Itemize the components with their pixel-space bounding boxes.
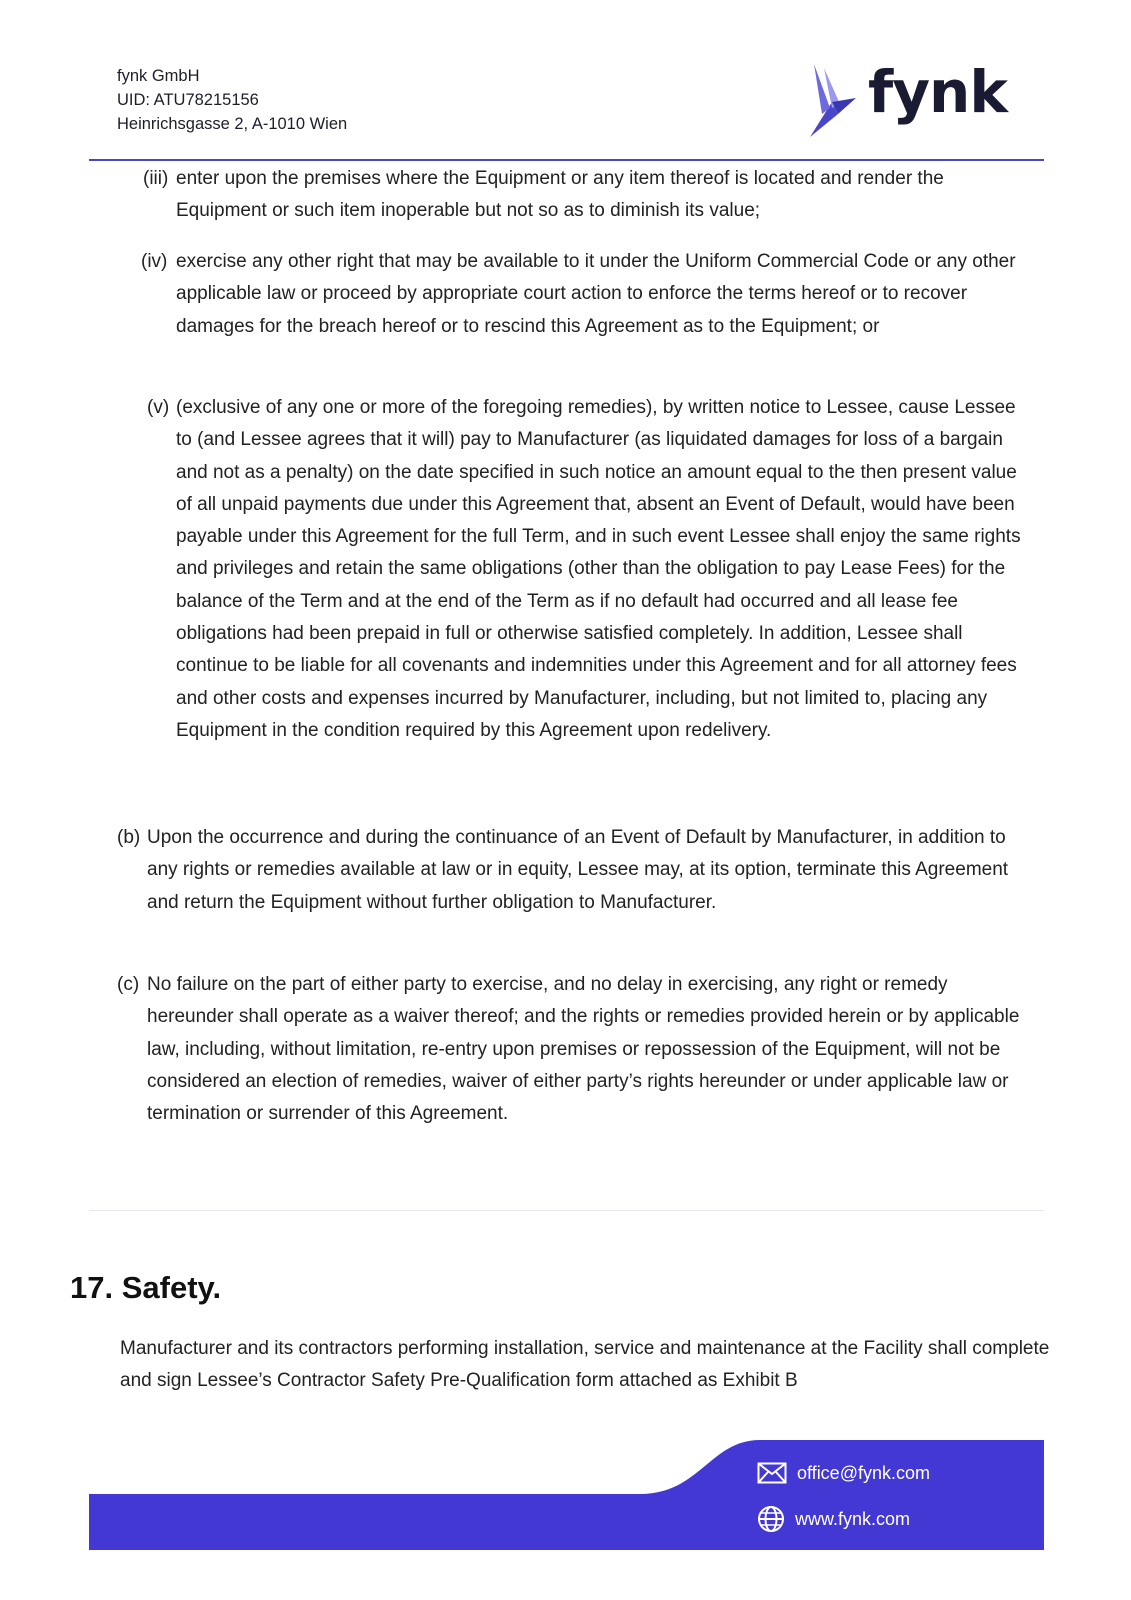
list-item — [143, 163, 1036, 228]
fynk-logo — [808, 58, 1008, 140]
company-info — [117, 64, 347, 136]
company-address: Heinrichsgasse 2, A-1010 Wien — [117, 115, 348, 133]
company-name: fynk GmbH — [117, 67, 200, 85]
header-rule — [89, 159, 1044, 161]
item-marker: (iii) — [143, 168, 169, 189]
footer-website[interactable] — [757, 1505, 910, 1533]
section-divider — [89, 1210, 1044, 1211]
item-text: enter upon the premises where the Equipment or any item thereof is located and render the Equipment or such item inoperable but not so as to diminish its value; — [176, 168, 944, 222]
footer-shape — [0, 1440, 1131, 1560]
item-text: No failure on the part of either party to exercise, and no delay in exercising, any right or remedy hereunder shall operate as a waiver thereof; and the rights or remedies provided herein or by applicable law, including, without limitation, re-entry upon premises or repossession of the Equipment, will not be considered an election of remedies, waiver of either party’s rights hereunder or under applicable law or termination or surrender of this Agreement. — [147, 974, 1020, 1125]
globe-icon — [757, 1505, 785, 1533]
item-text: exercise any other right that may be available to it under the Uniform Commercial Code or any other applicable law or proceed by appropriate court action to enforce the terms hereof or to recover damages for the breach hereof or to rescind this Agreement as to the Equipment; or — [176, 251, 1016, 337]
list-item — [117, 969, 1037, 1130]
item-marker: (v) — [147, 397, 170, 418]
item-text: (exclusive of any one or more of the foregoing remedies), by written notice to Lessee, cause Lessee to (and Lessee agrees that it will) pay to Manufacturer (as liquidated damages for loss of a bargain and not as a penalty) on the date specified in such notice an amount equal to the then present value of all unpaid payments due under this Agreement that, absent an Event of Default, would have been payable under this Agreement for the full Term, and in such event Lessee shall enjoy the same rights and privileges and retain the same obligations (other than the obligation to pay Lease Fees) for the balance of the Term and at the end of the Term as if no default had occurred and all lease fee obligations had been prepaid in full or otherwise satisfied completely. In addition, Lessee shall continue to be liable for all covenants and indemnities under this Agreement and for all attorney fees and other costs and expenses incurred by Manufacturer, including, but not limited to, placing any Equipment in the condition required by this Agreement upon redelivery. — [176, 397, 1021, 741]
footer-email[interactable] — [757, 1462, 930, 1484]
company-uid: UID: ATU78215156 — [117, 91, 259, 109]
list-item — [141, 246, 1036, 343]
list-item — [117, 822, 1037, 919]
section-title: 17. Safety. — [70, 1270, 222, 1305]
bird-logo-icon — [808, 62, 870, 140]
list-item — [146, 392, 1036, 747]
envelope-icon — [757, 1462, 787, 1484]
item-marker: (c) — [117, 974, 140, 995]
logo-text: fynk — [868, 58, 1007, 126]
footer-website-text[interactable]: www.fynk.com — [795, 1508, 911, 1529]
footer-email-text[interactable]: office@fynk.com — [797, 1462, 930, 1483]
item-text: Upon the occurrence and during the continuance of an Event of Default by Manufacturer, in addition to any rights or remedies available at law or in equity, Lessee may, at its option, terminate this Agreement and return the Equipment without further obligation to Manufacturer. — [147, 827, 1009, 913]
item-marker: (b) — [117, 827, 141, 848]
item-marker: (iv) — [141, 251, 168, 272]
section-body: Manufacturer and its contractors performing installation, service and maintenance at the Facility shall complete and sign Lessee’s Contractor Safety Pre-Qualification form attached as Exhibit B — [120, 1338, 1050, 1392]
